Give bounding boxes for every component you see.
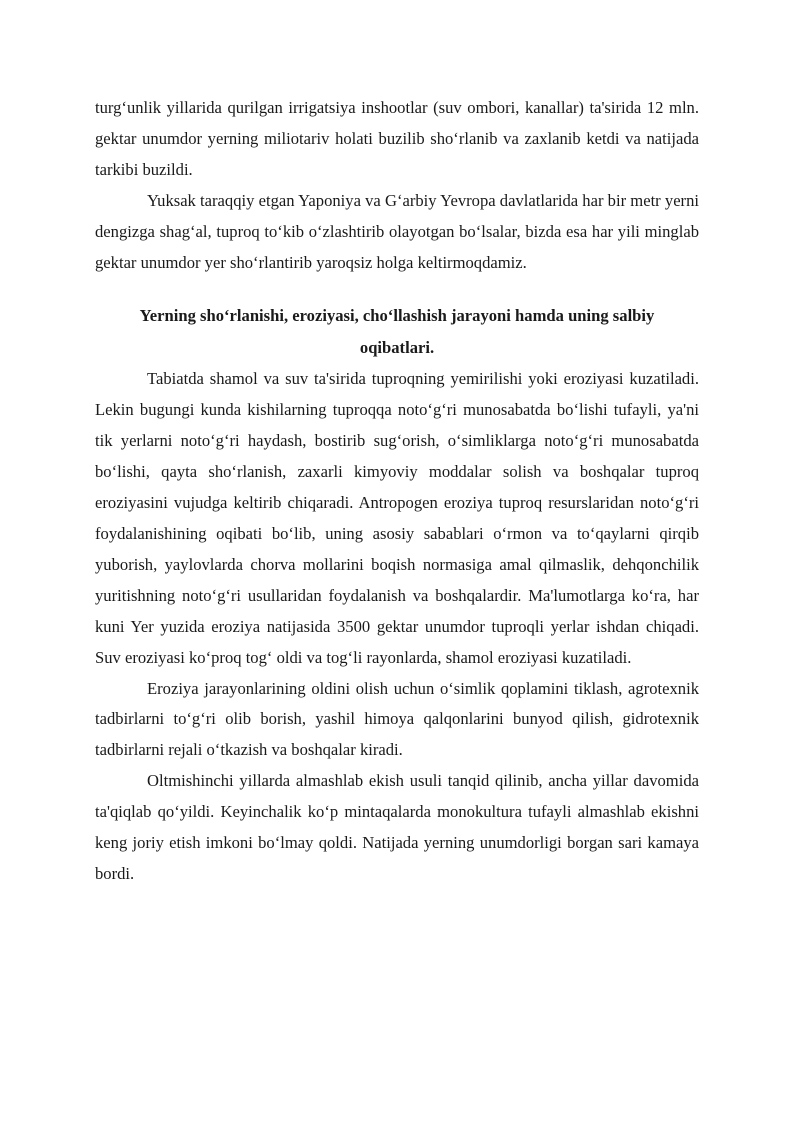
- paragraph-crop-rotation: Oltmishinchi yillarda almashlab ekish usuli tanqid qilinib, ancha yillar davomida ta'qiqlab qo‘yildi. Keyinchalik ko‘p mintaqalarda monokultura tufayli almashlab ekishni keng joriy etish imkoni bo‘lmay qoldi. Natijada yerning unumdorligi borgan sari kamaya bordi.: [95, 771, 699, 883]
- paragraph-developed-countries: Yuksak taraqqiy etgan Yaponiya va G‘arbiy Yevropa davlatlarida har bir metr yerni dengizga shag‘al, tuproq to‘kib o‘zlashtirib olayotgan bo‘lsalar, bizda esa har yili minglab gektar unumdor yer sho‘rlantirib yaroqsiz holga keltirmoqdamiz.: [95, 190, 699, 272]
- document-page: [95, 93, 699, 890]
- section-heading: [95, 300, 699, 364]
- section-heading-line2: oqibatlari.: [359, 338, 435, 358]
- section-heading-line1: Yerning sho‘rlanishi, eroziyasi, cho‘llashish jarayoni hamda uning salbiy: [139, 306, 655, 326]
- paragraph-continuation: turg‘unlik yillarida qurilgan irrigatsiya inshootlar (suv ombori, kanallar) ta'sirida 12 mln. gektar unumdor yerning miliotariv holati buzilib sho‘rlanib va zaxlanib ketdi va natijada tarkibi buzildi.: [95, 98, 699, 179]
- paragraph-erosion-prevention: Eroziya jarayonlarining oldini olish uchun o‘simlik qoplamini tiklash, agrotexnik tadbirlarni to‘g‘ri olib borish, yashil himoya qalqonlarini bunyod qilish, gidrotexnik tadbirlarni rejali o‘tkazish va boshqalar kiradi.: [95, 678, 699, 760]
- paragraph-erosion-causes: Tabiatda shamol va suv ta'sirida tuproqning yemirilishi yoki eroziyasi kuzatiladi. Lekin bugungi kunda kishilarning tuproqqa noto‘g‘ri munosabatda bo‘lishi tufayli, ya'ni tik yerlarni noto‘g‘ri haydash, bostirib sug‘orish, o‘simliklarga noto‘g‘ri munosabatda bo‘lishi, qayta sho‘rlanish, zaxarli kimyoviy moddalar solish va boshqalar tuproq eroziyasini vujudga keltirib chiqaradi. Antropogen eroziya tuproq resurslaridan noto‘g‘ri foydalanishining oqibati bo‘lib, uning asosiy sabablari o‘rmon va to‘qaylarni qirqib yuborish, yaylovlarda chorva mollarini boqish normasiga amal qilmaslik, dehqonchilik yuritishning noto‘g‘ri usullaridan foydalanish va boshqalardir. Ma'lumotlarga ko‘ra, har kuni Yer yuzida eroziya natijasida 3500 gektar unumdor tuproqli yerlar ishdan chiqadi. Suv eroziyasi ko‘proq tog‘ oldi va tog‘li rayonlarda, shamol eroziyasi kuzatiladi.: [95, 369, 699, 667]
- section-spacer: [95, 278, 699, 300]
